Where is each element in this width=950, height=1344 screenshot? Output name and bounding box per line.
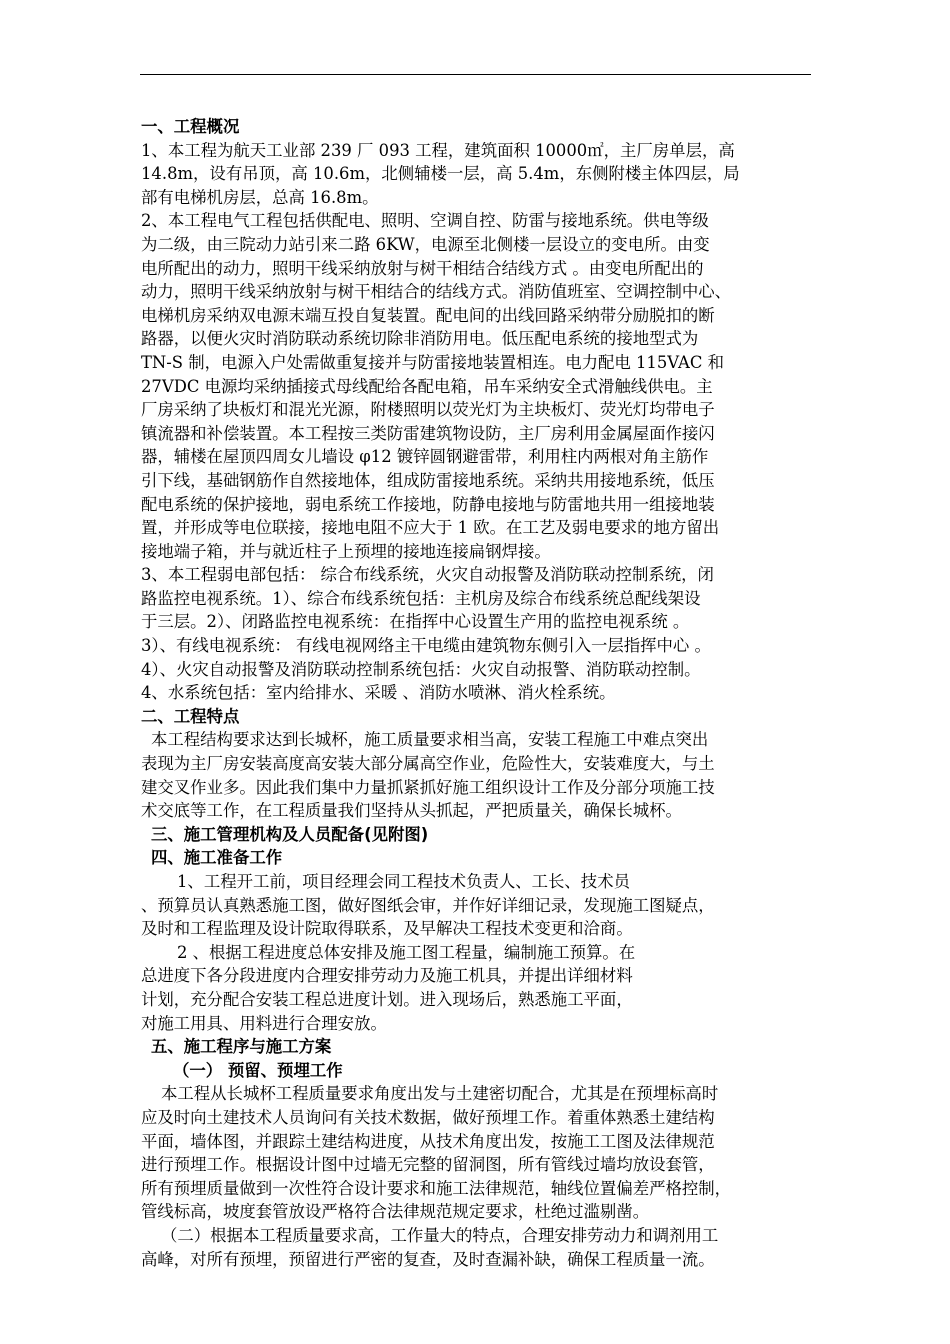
section-heading-preparation: 四、施工准备工作: [151, 848, 283, 868]
paragraph-line: 管线标高，坡度套管放设严格符合法律规范规定要求，杜绝过滥剔凿。: [141, 1202, 650, 1222]
paragraph-line: 所有预埋质量做到一次性符合设计要求和施工法律规范，轴线位置偏差严格控制，: [141, 1178, 732, 1198]
paragraph-line: 本工程结构要求达到长城杯，施工质量要求相当高，安装工程施工中难点突出: [151, 730, 709, 750]
paragraph-line: 应及时向土建技术人员询问有关技术数据，做好预埋工作。着重体熟悉土建结构: [141, 1107, 715, 1127]
paragraph-line: 4）、火灾自动报警及消防联动控制系统包括：火灾自动报警、消防联动控制。: [141, 659, 701, 679]
paragraph-line: 高峰，对所有预埋，预留进行严密的复查，及时查漏补缺，确保工程质量一流。: [141, 1249, 715, 1269]
paragraph-line: （二）根据本工程质量要求高，工作量大的特点，合理安排劳动力和调剂用工: [161, 1225, 719, 1245]
section-heading-procedure: 五、施工程序与施工方案: [151, 1037, 332, 1057]
paragraph-line: 术交底等工作，在工程质量我们坚持从头抓起，严把质量关，确保长城杯。: [141, 801, 682, 821]
paragraph-line: 路监控电视系统。1）、综合布线系统包括：主机房及综合布线系统总配线架设: [141, 588, 701, 608]
paragraph-line: 对施工用具、用料进行合理安放。: [141, 1013, 387, 1033]
document-body: [141, 115, 821, 1271]
paragraph-line: 器，辅楼在屋顶四周女儿墙设 φ12 镀锌圆钢避雷带，利用柱内两根对角主筋作: [141, 447, 709, 467]
paragraph-line: 4、水系统包括：室内给排水、采暖 、消防水喷淋、消火栓系统。: [141, 683, 616, 703]
section-heading-overview: 一、工程概况: [141, 117, 240, 136]
paragraph-line: 电梯机房采纳双电源末端互投自复装置。配电间的出线回路采纳带分励脱扣的断: [141, 305, 715, 325]
paragraph-line: 厂房采纳了块板灯和混光光源，附楼照明以荧光灯为主块板灯、荧光灯均带电子: [141, 400, 715, 420]
paragraph-line: 引下线，基础钢筋作自然接地体，组成防雷接地系统。采纳共用接地系统，低压: [141, 470, 715, 490]
subsection-heading-embedding: （一） 预留、预埋工作: [173, 1060, 343, 1080]
paragraph-line: 、预算员认真熟悉施工图，做好图纸会审，并作好详细记录，发现施工图疑点，: [141, 895, 715, 915]
paragraph-line: 2 、根据工程进度总体安排及施工图工程量，编制施工预算。在: [177, 942, 636, 962]
paragraph-line: 接地端子箱，并与就近柱子上预埋的接地连接扁钢焊接。: [141, 541, 551, 561]
paragraph-line: 27VDC 电源均采纳插接式母线配给各配电箱，吊车采纳安全式滑触线供电。主: [141, 376, 713, 396]
paragraph-line: 3、本工程弱电部包括： 综合布线系统，火灾自动报警及消防联动控制系统，闭: [141, 565, 714, 585]
paragraph-line: 平面，墙体图，并跟踪土建结构进度，从技术角度出发，按施工工图及法律规范: [141, 1131, 715, 1151]
paragraph-line: 进行预埋工作。根据设计图中过墙无完整的留洞图，所有管线过墙均放设套管，: [141, 1155, 715, 1175]
paragraph-line: 表现为主厂房安装高度高安装大部分属高空作业，危险性大，安装难度大，与土: [141, 754, 715, 774]
header-rule: [140, 74, 811, 75]
paragraph-line: 镇流器和补偿装置。本工程按三类防雷建筑物设防，主厂房利用金属屋面作接闪: [141, 423, 715, 443]
paragraph-line: 配电系统的保护接地，弱电系统工作接地，防静电接地与防雷地共用一组接地装: [141, 494, 715, 514]
paragraph-line: 计划，充分配合安装工程总进度计划。进入现场后，熟悉施工平面，: [141, 989, 633, 1009]
paragraph-line: 电所配出的动力，照明干线采纳放射与树干相结合结线方式 。由变电所配出的: [141, 258, 704, 278]
paragraph-line: 1、工程开工前，项目经理会同工程技术负责人、工长、技术员: [177, 872, 630, 891]
paragraph-line: 1、本工程为航天工业部 239 厂 093 工程，建筑面积 10000㎡，主厂房单层，高: [141, 140, 735, 160]
paragraph-line: 14.8m，设有吊顶，高 10.6m，北侧辅楼一层，高 5.4m，东侧附楼主体四层，局: [141, 164, 740, 184]
section-heading-management: 三、施工管理机构及人员配备(见附图): [151, 824, 429, 844]
paragraph-line: 置，并形成等电位联接，接地电阻不应大于 1 欧。在工艺及弱电要求的地方留出: [141, 518, 720, 538]
paragraph-line: 动力，照明干线采纳放射与树干相结合的结线方式。消防值班室、空调控制中心、: [141, 282, 732, 302]
paragraph-line: 3）、有线电视系统： 有线电视网络主干电缆由建筑物东侧引入一层指挥中心 。: [141, 636, 711, 656]
section-heading-features: 二、工程特点: [141, 706, 240, 726]
paragraph-line: 总进度下各分段进度内合理安排劳动力及施工机具，并提出详细材料: [141, 966, 633, 986]
paragraph-line: 部有电梯机房层，总高 16.8m。: [141, 187, 379, 207]
paragraph-line: 路器，以便火灾时消防联动系统切除非消防用电。低压配电系统的接地型式为: [141, 329, 699, 349]
paragraph-line: 本工程从长城杯工程质量要求角度出发与土建密切配合，尤其是在预埋标高时: [161, 1084, 719, 1104]
paragraph-line: TN-S 制，电源入户处需做重复接并与防雷接地装置相连。电力配电 115VAC 和: [141, 352, 724, 372]
paragraph-line: 为二级，由三院动力站引来二路 6KW，电源至北侧楼一层设立的变电所。由变: [141, 234, 710, 254]
paragraph-line: 于三层。2）、闭路监控电视系统：在指挥中心设置生产用的监控电视系统 。: [141, 612, 690, 632]
paragraph-line: 2、本工程电气工程包括供配电、照明、空调自控、防雷与接地系统。供电等级: [141, 211, 709, 231]
paragraph-line: 建交叉作业多。因此我们集中力量抓紧抓好施工组织设计工作及分部分项施工技: [141, 777, 715, 797]
paragraph-line: 及时和工程监理及设计院取得联系，及早解决工程技术变更和洽商。: [141, 919, 633, 939]
